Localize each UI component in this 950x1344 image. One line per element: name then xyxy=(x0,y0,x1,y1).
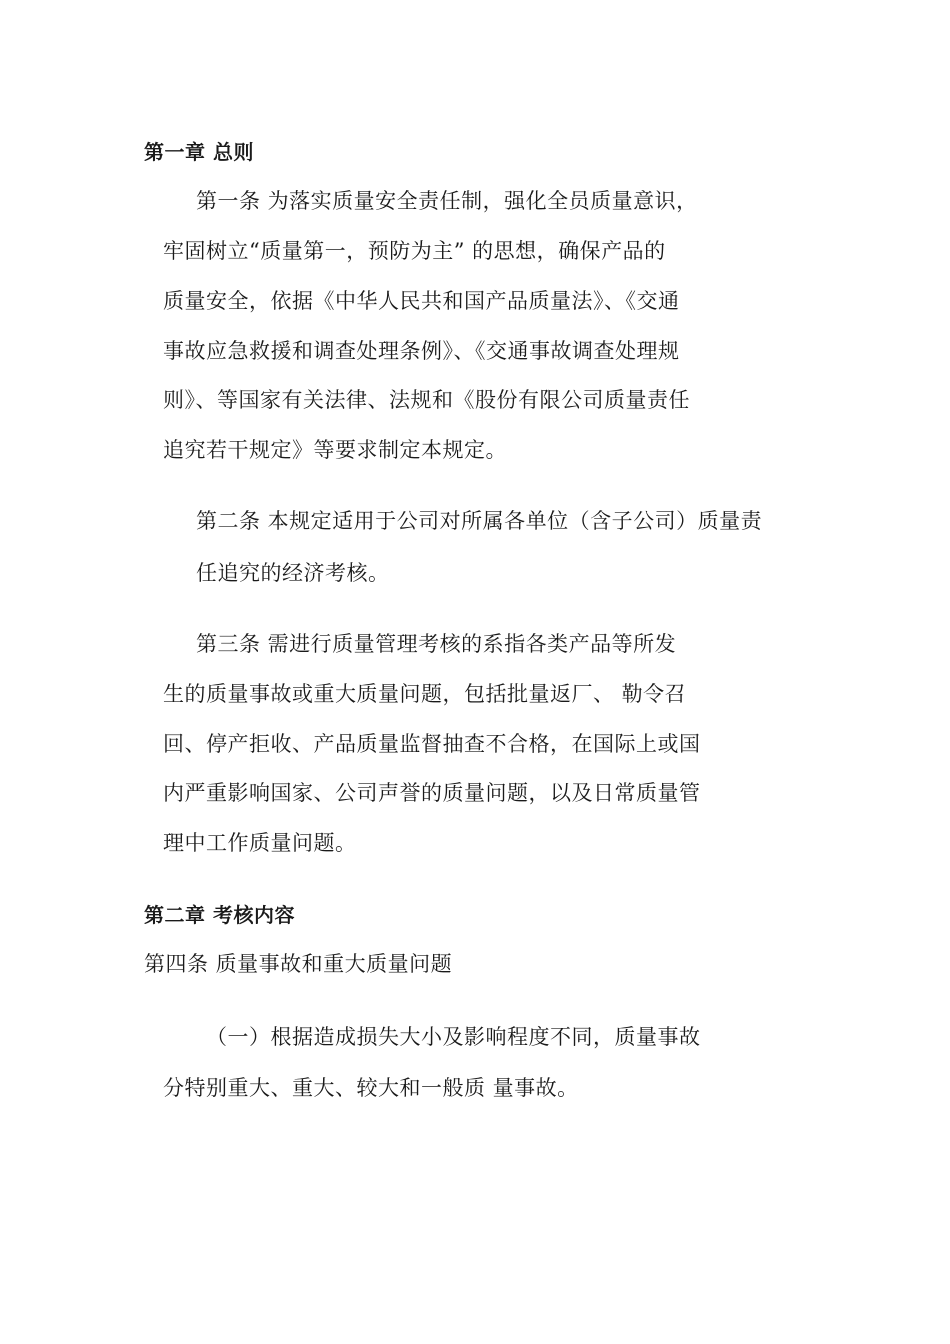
article-1-line-6: 追究若干规定》等要求制定本规定。 xyxy=(163,438,507,462)
chapter-1-heading: 第一章 总则 xyxy=(144,140,254,164)
article-2-line-1: 第二条 本规定适用于公司对所属各单位（含子公司）质量责 xyxy=(196,509,763,533)
article-1-line-3: 质量安全，依据《中华人民共和国产品质量法》、《交通 xyxy=(163,289,680,313)
article-1-line-1: 第一条 为落实质量安全责任制，强化全员质量意识， xyxy=(196,189,698,213)
article-3-line-5: 理中工作质量问题。 xyxy=(163,831,357,855)
article-3-line-4: 内严重影响国家、公司声誉的质量问题，以及日常质量管 xyxy=(163,781,701,805)
article-4-title: 第四条 质量事故和重大质量问题 xyxy=(144,952,453,976)
article-2-line-2: 任追究的经济考核。 xyxy=(196,561,390,585)
item-1-line-2: 分特别重大、重大、较大和一般质 量事故。 xyxy=(163,1076,579,1100)
article-3-line-1: 第三条 需进行质量管理考核的系指各类产品等所发 xyxy=(196,632,677,656)
article-1-line-2: 牢固树立“质量第一，预防为主” 的思想，确保产品的 xyxy=(163,239,666,263)
item-1-line-1: （一）根据造成损失大小及影响程度不同，质量事故 xyxy=(206,1025,701,1049)
article-3-line-2: 生的质量事故或重大质量问题，包括批量返厂、 勒令召 xyxy=(163,682,687,706)
article-3-line-3: 回、停产拒收、产品质量监督抽查不合格，在国际上或国 xyxy=(163,732,701,756)
article-1-line-4: 事故应急救援和调查处理条例》、《交通事故调查处理规 xyxy=(163,339,680,363)
chapter-2-heading: 第二章 考核内容 xyxy=(144,903,295,927)
article-1-line-5: 则》、等国家有关法律、法规和《股份有限公司质量责任 xyxy=(163,388,690,412)
